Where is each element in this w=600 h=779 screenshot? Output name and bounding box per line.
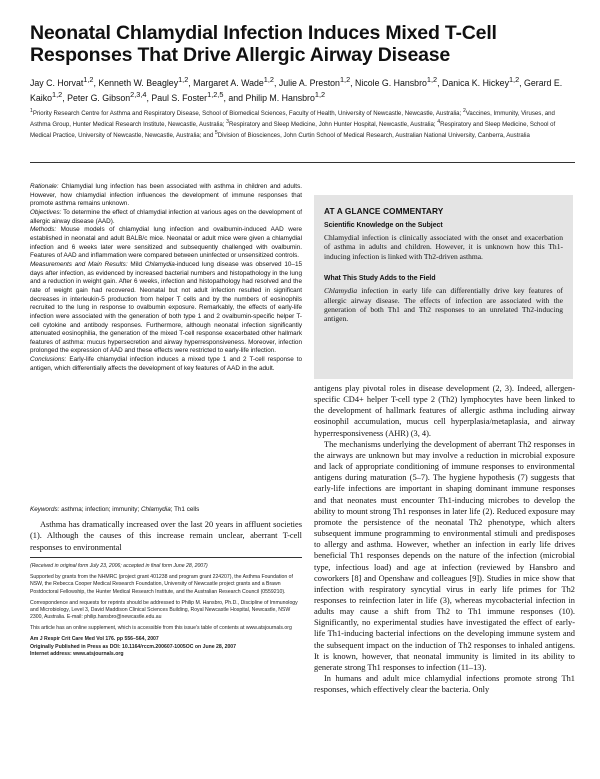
glance-heading: AT A GLANCE COMMENTARY [324, 206, 444, 216]
glance-subheading-adds: What This Study Adds to the Field [324, 275, 436, 283]
author: Kenneth W. Beagley$^{1,2}$, [98, 75, 194, 88]
abstract-conclusions: Conclusions: Early-life chlamydial infection induces a mixed type 1 and 2 T-cell response to antigen, which differentially affects the development of key features of AAD in the adult. [30, 356, 303, 372]
author-list [30, 74, 575, 105]
author: Margaret A. Wade$^{1,2}$, [193, 75, 279, 88]
author: Peter G. Gibson$^{2,3,4}$, [67, 90, 152, 104]
abstract-methods: Methods: Mouse models of chlamydial lung infection and ovalbumin-induced AAD were established in neonatal and adult BALB/c mice. Neonatal or adult mice were given a chlamydial infection and 6 weeks later were sensitized and subsequently challenged with ovalbumin. Features of AAD and inflammation were compared between uninfected or unsensitized controls. [30, 226, 302, 260]
citation-line: Am J Respir Crit Care Med Vol 176. pp 556–564, 2007 [30, 636, 159, 643]
footnote-rule [30, 557, 302, 558]
glance-subheading-knowledge: Scientific Knowledge on the Subject [324, 222, 443, 229]
footnotes [30, 563, 302, 658]
author: Danica K. Hickey$^{1,2}$, [441, 75, 525, 88]
body-paragraph: In humans and adult mice chlamydial infections promote strong Th1 responses, which effectively clear the bacteria. Only [314, 674, 575, 695]
abstract-rationale: Rationale: Chlamydial lung infection has been associated with asthma in children and adults. However, how chlamydial infection influences the development of immune responses that promote asthma remains unknown. [30, 183, 302, 208]
at-a-glance-box [314, 195, 573, 379]
author: Nicole G. Hansbro$^{1,2}$, [355, 75, 442, 88]
author: Philip M. Hansbro$^{1,2}$ [245, 90, 326, 104]
supplement-note: This article has an online supplement, which is accessible from this issue's table of contents at www.atsjournals.org [30, 625, 292, 632]
body-text [314, 383, 575, 695]
glance-text-knowledge: Chlamydial infection is clinically associated with the onset and exacerbation of asthma in adults and children. However, it is unknown how this Th1-inducing infection is linked with Th2-driven asthma. [324, 233, 563, 261]
affiliations: $^1$Priority Research Centre for Asthma and Respiratory Disease, School of Biomedical Sciences, Faculty of Health, University of Newcastle, Newcastle, Australia; $^2$Vaccines, Immunity, Viruses, and Asthma Group, Hunter Medical Research Institute, Newcastle, Australia; $^3$Respiratory and Sleep Medicine, John Hunter Hospital, Newcastle, Australia; $^4$Respiratory and Sleep Medicine, School of Medical Practice, University of Newcastle, Newcastle, Australia; and $^5$Division of Biosciences, John Curtin School of Medical Research, Australian National University, Canberra, Australia [30, 108, 556, 140]
body-paragraph: antigens play pivotal roles in disease development (2, 3). Indeed, allergen-specific CD4+ helper T-cell type 2 (Th2) lymphocytes have been linked to the development of hallmark features of allergic asthma including airway eosinophil accumulation, mucus cell hyperplasia/metaplasia, and airway hyperresponsiveness (AHR) (3, 4). [314, 384, 575, 438]
internet-address: Internet address: www.atsjournals.org [30, 651, 124, 658]
keywords: Keywords: asthma; infection; immunity; Chlamydia; Th1 cells [30, 506, 200, 513]
intro-paragraph: Asthma has dramatically increased over the last 20 years in affluent societies (1). Although the causes of this increase remain unclear, aberrant T-cell responses to environmental [30, 520, 302, 552]
author: Gerard E. Kaiko$^{1,2}$, [30, 77, 563, 104]
author: Julie A. Preston$^{1,2}$, [278, 75, 356, 88]
author: Jay C. Horvat$^{1,2}$, [30, 75, 99, 88]
received-dates: (Received in original form July 23, 2006; accepted in final form June 28, 2007) [30, 563, 208, 569]
article-title: Neonatal Chlamydial Infection Induces Mixed T-Cell Responses That Drive Allergic Airway Disease [30, 22, 497, 66]
body-paragraph: The mechanisms underlying the development of aberrant Th2 responses in the airways are unknown but may involve a reduction in microbial exposure and lack of appropriate conditioning of immune responses to environmental antigens during maturation (5–7). The hygiene hypothesis (7) suggests that early-life infections are important in shaping dominant immune responses and that neonates must encounter Th1-inducing microbes to develop the ability to mount strong Th1 responses in later life (2). Reduced exposure may promote the persistence of the neonatal Th2 phenotype, which alters subsequent immune programming to environmental stimuli and predisposes to allergy and asthma. However, whether an infection in early life drives beneficial Th1 responses depends on the nature of the infection (microbial type, infectious load) and age at infection (reviewed by Hansbro and coworkers [8] and Openshaw and colleagues [9]). Studies in mice show that infection with respiratory syncytial virus in early life primes for Th2 responses to reinfection later in life (3), whereas mycobacterial infection in adults may cause a shift from Th2 to Th1 immune responses (10). Significantly, no experimental studies have investigated the effect of early-life Th1-inducing bacterial infections on the developing immune system and the subsequent impact on the induction of Th2 responses to inhaled antigens. It is known, however, that neonatal immunity is limited in its ability to generate strong Th1 responses to infection (11–13). [314, 439, 575, 672]
funding-note: Supported by grants from the NHMRC (project grant 401238 and program grant 224207), the Asthma Foundation of NSW, the Rebecca Cooper Medical Research Foundation, University of Newcastle project grants and a Brawn Postdoctoral Fellowship, the Hunter Medical Research Institute, and the Australian Research Council (0559210). [30, 573, 293, 595]
author: Paul S. Foster$^{1,2,5}$, and [151, 90, 246, 104]
correspondence-note: Correspondence and requests for reprints should be addressed to Philip M. Hansbro, Ph.D., Discipline of Immunology and Microbiology, Level 3, David Maddison Clinical Sciences Building, Royal Newcastle Hospital, Newcastle, NSW 2300, Australia. E-mail: philip.hansbro@newcastle.edu.au [30, 599, 298, 621]
abstract [30, 183, 302, 373]
glance-text-adds: Chlamydia infection in early life can differentially drive key features of allergic airway disease. The effects of infection are associated with the generation of both Th1 and Th2 responses to an unrelated Th2-inducing antigen. [324, 286, 563, 324]
introduction [30, 519, 302, 553]
abstract-objectives: Objectives: To determine the effect of chlamydial infection at various ages on the development of allergic airway disease (AAD). [30, 208, 302, 225]
abstract-results: Measurements and Main Results: Mild Chlamydia-induced lung disease was observed 10–15 days after infection, as evidenced by increased bacterial numbers and histopathology in the lung and a reduction in weight gain. After 6 weeks, infection and histopathology had resolved and the rate of weight gain had recovered. Neonatal but not adult infection resulted in significant decreases in interleukin-5 production from helper T cells and by the numbers of eosinophils recruited to the lung in response to ovalbumin exposure. Remarkably, the effects of early-life infection were associated with the generation of both type 1 and 2 ovalbumin-specific helper T-cell cytokine and antibody responses. Furthermore, although neonatal infection significantly attenuated eosinophilia, the generation of the mixed T-cell response exacerbated other hallmark features of asthma: mucus hypersecretion and airway hyperresponsiveness. Moreover, infection prolonged the expression of AAD and these effects were restricted to early-life infection. [30, 260, 303, 355]
header-rule [30, 162, 575, 163]
doi-line: Originally Published in Press as DOI: 10.1164/rccm.200607-1005OC on June 28, 2007 [30, 643, 237, 650]
